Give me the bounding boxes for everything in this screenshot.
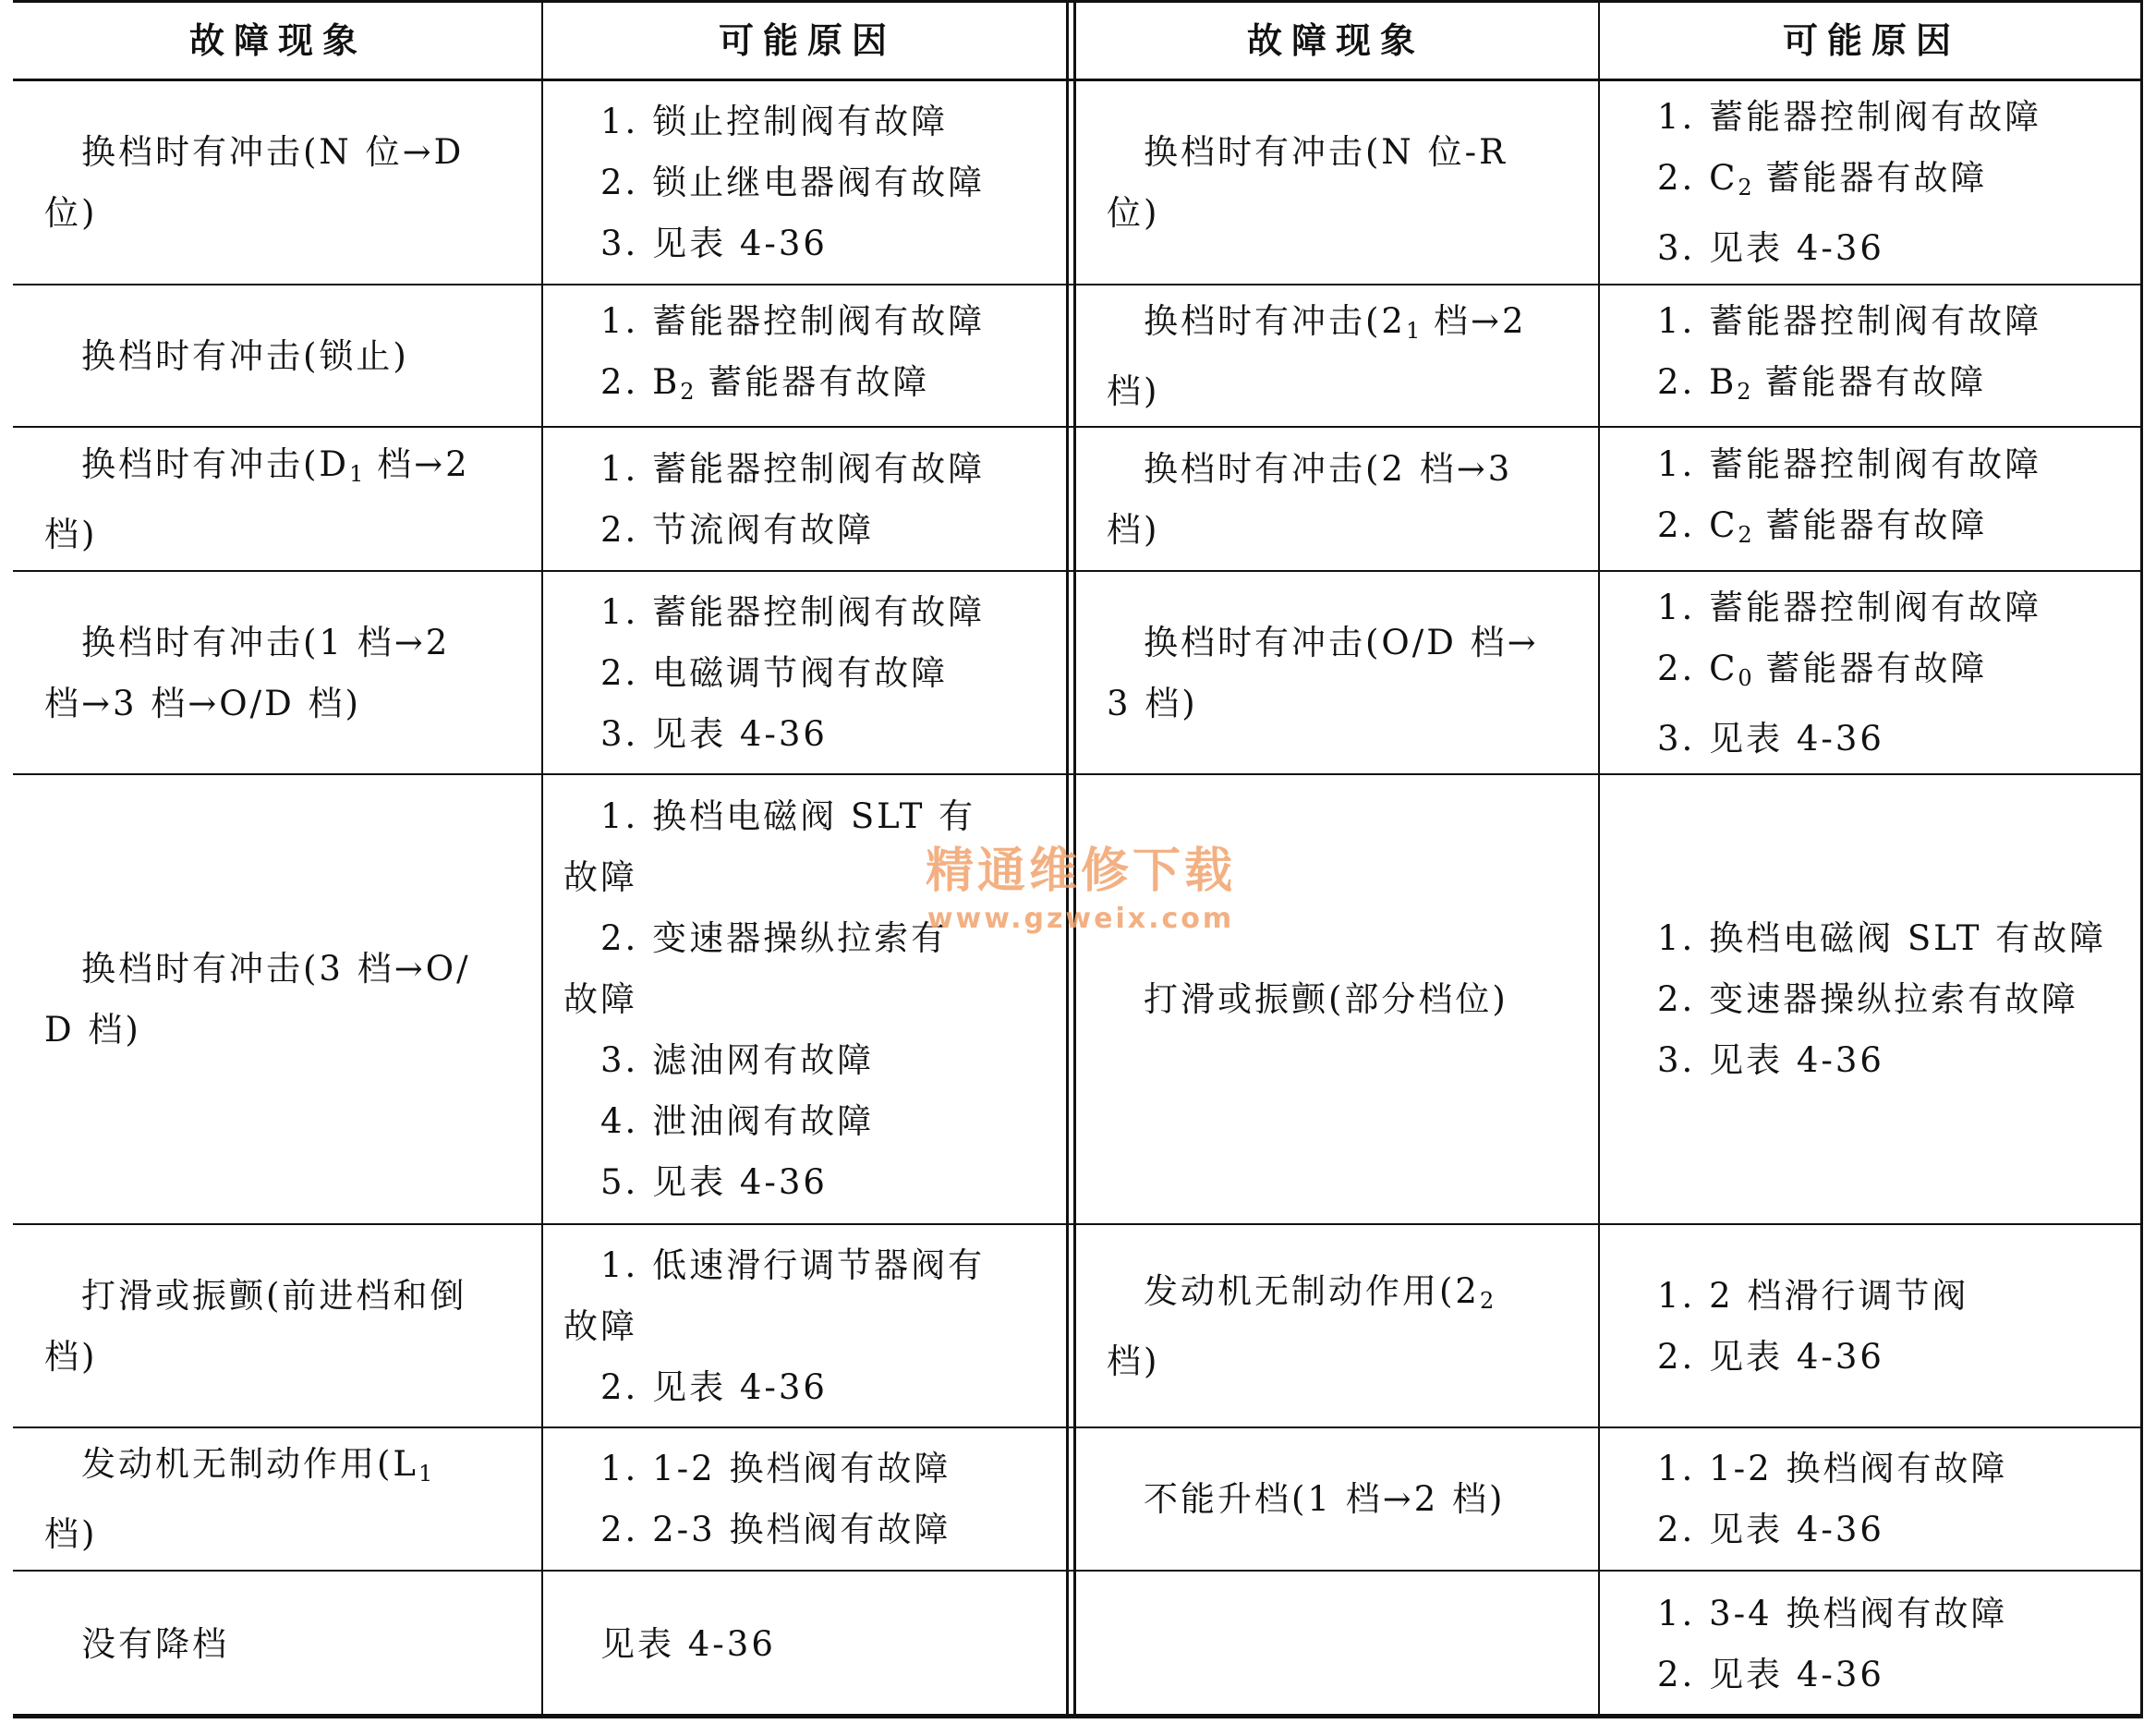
symptom-line: 换档时有冲击(1 档→2 [81,622,451,662]
cause-line: 1. 蓄能器控制阀有故障 [1657,443,2042,484]
cause-line: 故障 [563,979,637,1019]
cause-line: 1. 蓄能器控制阀有故障 [1657,96,2042,137]
cause-line: 2. 见表 4-36 [1657,1654,1884,1694]
column-divider [541,0,543,1717]
cause-line: 1. 3-4 换档阀有故障 [1657,1593,2008,1633]
cause-line: 故障 [563,857,637,897]
symptom-text [1107,428,1581,571]
symptom-line: 位) [1107,192,1160,233]
symptom-text [44,428,521,571]
cause-list [1657,428,2123,571]
cause-line: 3. 见表 4-36 [1657,227,1884,268]
symptom-line: 不能升档(1 档→2 档) [1144,1479,1506,1519]
symptom-text [1107,80,1581,285]
symptom-cell [1079,1428,1600,1571]
cause-cell [545,572,1070,774]
header-cause: 可能原因 [1782,19,1960,61]
cause-line: 1. 1-2 换档阀有故障 [600,1449,951,1488]
header-symptom: 故障现象 [188,19,367,61]
cause-cell [1602,80,2141,285]
symptom-line: 换档时有冲击(3 档→O/ [81,949,471,989]
symptom-line: 换档时有冲击(2 档→3 [1144,448,1513,489]
cause-list [1657,285,2123,427]
cause-cell [545,1572,1070,1717]
symptom-text [1107,1428,1581,1571]
cause-list [600,285,1051,427]
cause-line: 3. 见表 4-36 [1657,718,1884,759]
symptom-line: 打滑或振颤(前进档和倒 [81,1275,467,1316]
symptom-line: 档) [44,1514,98,1554]
cause-list [600,1428,1051,1571]
cause-line: 3. 见表 4-36 [600,223,828,263]
symptom-line: D 档) [44,1010,141,1050]
cause-line: 1. 蓄能器控制阀有故障 [600,300,986,341]
cause-list [600,572,1051,774]
symptom-cell [17,80,539,285]
symptom-line: 换档时有冲击($D_1$ 档→2 [81,443,470,487]
cause-line: 2. $C_0$ 蓄能器有故障 [1657,648,1988,691]
cause-line: 见表 4-36 [600,1623,776,1664]
cause-cell [1602,775,2141,1224]
cause-cell [1602,1225,2141,1427]
cause-cell [1602,1572,2141,1717]
symptom-line: 档) [44,1336,98,1377]
symptom-cell [17,572,539,774]
cause-line: 3. 见表 4-36 [1657,1040,1884,1080]
symptom-line: 换档时有冲击(锁止) [81,335,409,376]
symptom-line: 换档时有冲击(N 位→D [81,131,465,172]
cause-line: 3. 滤油网有故障 [600,1040,875,1080]
cause-line: 1. 蓄能器控制阀有故障 [600,448,986,489]
symptom-line: 档) [44,514,98,554]
cause-line: 2. 节流阀有故障 [600,509,875,550]
cause-line: 2. 变速器操纵拉索有故障 [1657,979,2079,1019]
symptom-cell [1079,285,1600,427]
symptom-line: 打滑或振颤(部分档位) [1144,979,1508,1019]
symptom-text [44,1572,521,1717]
cause-cell [545,285,1070,427]
cause-line: 1. 低速滑行调节器阀有 [600,1244,986,1285]
cause-list [1657,572,2123,774]
symptom-line: 换档时有冲击($2_1$ 档→2 [1144,300,1527,344]
cause-line: 1. 换档电磁阀 SLT 有 [600,796,976,836]
cause-line: 4. 泄油阀有故障 [600,1101,875,1141]
cause-list [600,80,1051,285]
cause-line: 1. 蓄能器控制阀有故障 [1657,300,2042,341]
cause-cell [545,80,1070,285]
symptom-cell [1079,1225,1600,1427]
cause-cell [1602,572,2141,774]
cause-line: 1. 蓄能器控制阀有故障 [1657,587,2042,627]
cause-line: 2. 2-3 换档阀有故障 [600,1510,951,1549]
symptom-text [1107,1225,1581,1427]
cause-list [1657,1428,2123,1571]
cause-line: 2. 见表 4-36 [1657,1510,1884,1549]
symptom-text [1107,1572,1581,1717]
cause-line: 1. 换档电磁阀 SLT 有故障 [1657,918,2107,958]
header-cause: 可能原因 [718,19,896,61]
symptom-text [44,572,521,774]
header-symptom: 故障现象 [1246,19,1424,61]
symptom-line: 没有降档 [81,1623,229,1664]
cause-line: 2. 电磁调节阀有故障 [600,652,949,693]
cause-line: 2. 见表 4-36 [1657,1336,1884,1377]
symptom-cell [17,775,539,1224]
cause-line: 5. 见表 4-36 [600,1162,828,1202]
cause-cell [1602,1428,2141,1571]
cause-list [1657,1225,2123,1427]
cause-cell [1602,428,2141,571]
symptom-cell [17,1572,539,1717]
cause-line: 1. 蓄能器控制阀有故障 [600,591,986,632]
cause-line: 2. 锁止继电器阀有故障 [600,162,986,202]
symptom-text [44,775,521,1224]
symptom-line: 档) [1107,370,1160,411]
symptom-text [44,80,521,285]
cause-line: 2. $C_2$ 蓄能器有故障 [1657,157,1988,200]
symptom-cell [1079,80,1600,285]
symptom-line: 档) [1107,509,1160,550]
cause-cell [545,428,1070,571]
symptom-cell [17,285,539,427]
symptom-line: 发动机无制动作用($L_1$ [81,1444,433,1487]
symptom-line: 档) [1107,1341,1160,1381]
cause-line: 2. 见表 4-36 [600,1366,828,1407]
cause-line: 2. $B_2$ 蓄能器有故障 [600,361,930,405]
cause-line: 2. 变速器操纵拉索有 [600,918,949,958]
symptom-text [44,1225,521,1427]
symptom-line: 换档时有冲击(N 位-R [1144,131,1508,172]
symptom-text [44,285,521,427]
symptom-line: 位) [44,192,98,233]
symptom-cell [1079,572,1600,774]
cause-cell [545,1428,1070,1571]
symptom-cell [17,428,539,571]
cause-list [600,428,1051,571]
symptom-text [1107,285,1581,427]
cause-list [563,1225,1051,1427]
watermark-title: 精通维修下载 [925,844,1236,899]
watermark [914,832,1247,935]
symptom-cell [17,1225,539,1427]
cause-list [600,1572,1051,1717]
cause-cell [1602,285,2141,427]
cause-line: 1. 1-2 换档阀有故障 [1657,1449,2008,1488]
cause-line: 故障 [563,1305,637,1346]
cause-line: 2. $B_2$ 蓄能器有故障 [1657,361,1987,405]
symptom-text [1107,572,1581,774]
symptom-line: 档→3 档→O/D 档) [44,683,361,723]
symptom-text [44,1428,521,1571]
watermark-url: www.gzweix.com [927,903,1235,935]
cause-list [1657,80,2123,285]
cause-cell [545,1225,1070,1427]
cause-line: 3. 见表 4-36 [600,713,828,754]
cause-line: 1. 锁止控制阀有故障 [600,101,949,141]
symptom-line: 3 档) [1107,683,1198,723]
cause-line: 1. 2 档滑行调节阀 [1657,1275,1969,1316]
cause-list [1657,1572,2123,1717]
symptom-line: 换档时有冲击(O/D 档→ [1144,622,1539,662]
symptom-cell [1079,1572,1600,1717]
symptom-line: 发动机无制动作用($2_2$ [1144,1270,1495,1314]
symptom-cell [17,1428,539,1571]
cause-list [1657,775,2123,1224]
symptom-cell [1079,428,1600,571]
cause-line: 2. $C_2$ 蓄能器有故障 [1657,504,1988,548]
